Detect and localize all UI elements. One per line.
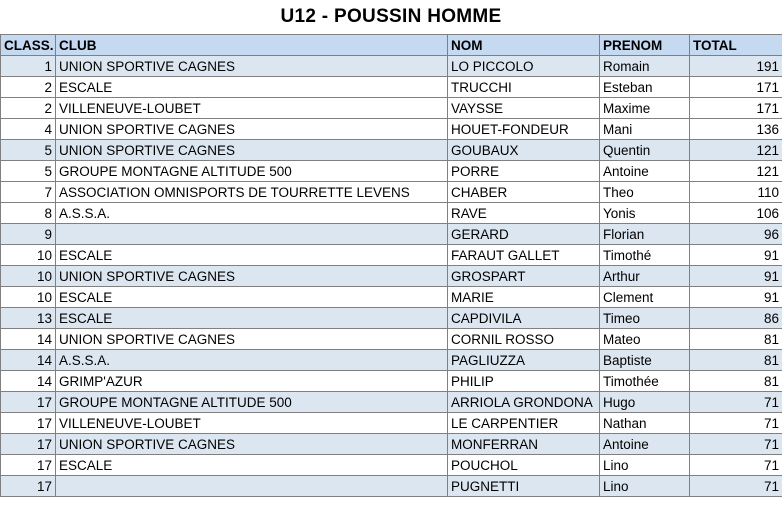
cell-club: UNION SPORTIVE CAGNES [56,56,448,77]
cell-club: A.S.S.A. [56,203,448,224]
column-header-prenom: PRENOM [600,35,690,56]
cell-prenom: Arthur [600,266,690,287]
cell-nom: CAPDIVILA [448,308,600,329]
cell-total: 71 [690,392,782,413]
cell-class: 17 [1,392,56,413]
cell-total: 191 [690,56,782,77]
table-row [1,434,782,455]
cell-prenom: Timothé [600,245,690,266]
cell-prenom: Timothée [600,371,690,392]
cell-total: 106 [690,203,782,224]
table-row [1,455,782,476]
cell-total: 71 [690,413,782,434]
cell-nom: GERARD [448,224,600,245]
column-header-total: TOTAL [690,35,782,56]
cell-nom: RAVE [448,203,600,224]
cell-club: ESCALE [56,455,448,476]
cell-class: 17 [1,476,56,497]
cell-total: 86 [690,308,782,329]
cell-nom: CORNIL ROSSO [448,329,600,350]
cell-prenom: Florian [600,224,690,245]
cell-class: 14 [1,350,56,371]
cell-prenom: Maxime [600,98,690,119]
table-row [1,245,782,266]
cell-prenom: Antoine [600,161,690,182]
table-row [1,161,782,182]
cell-class: 7 [1,182,56,203]
cell-nom: PAGLIUZZA [448,350,600,371]
column-header-club: CLUB [56,35,448,56]
cell-nom: LE CARPENTIER [448,413,600,434]
cell-prenom: Mani [600,119,690,140]
cell-club [56,224,448,245]
cell-class: 17 [1,434,56,455]
cell-total: 81 [690,350,782,371]
table-row [1,140,782,161]
cell-nom: PUGNETTI [448,476,600,497]
cell-nom: MONFERRAN [448,434,600,455]
cell-total: 91 [690,245,782,266]
cell-club: ESCALE [56,287,448,308]
table-row [1,98,782,119]
table-row [1,329,782,350]
cell-total: 91 [690,266,782,287]
table-row [1,476,782,497]
cell-prenom: Theo [600,182,690,203]
cell-prenom: Mateo [600,329,690,350]
table-row [1,266,782,287]
cell-total: 71 [690,434,782,455]
cell-nom: LO PICCOLO [448,56,600,77]
cell-club: UNION SPORTIVE CAGNES [56,140,448,161]
cell-total: 71 [690,476,782,497]
cell-class: 1 [1,56,56,77]
table-row [1,287,782,308]
table-body [1,56,782,497]
cell-club: VILLENEUVE-LOUBET [56,413,448,434]
cell-nom: GOUBAUX [448,140,600,161]
cell-nom: MARIE [448,287,600,308]
cell-class: 17 [1,455,56,476]
table-row [1,392,782,413]
cell-club: UNION SPORTIVE CAGNES [56,266,448,287]
title-row [0,0,782,34]
cell-class: 2 [1,98,56,119]
cell-club: ESCALE [56,77,448,98]
cell-total: 171 [690,98,782,119]
cell-club: UNION SPORTIVE CAGNES [56,119,448,140]
cell-total: 110 [690,182,782,203]
cell-club: VILLENEUVE-LOUBET [56,98,448,119]
cell-prenom: Antoine [600,434,690,455]
cell-total: 71 [690,455,782,476]
cell-class: 5 [1,140,56,161]
cell-nom: VAYSSE [448,98,600,119]
cell-total: 81 [690,329,782,350]
cell-class: 17 [1,413,56,434]
table-row [1,224,782,245]
table-row [1,350,782,371]
cell-nom: PORRE [448,161,600,182]
cell-prenom: Hugo [600,392,690,413]
cell-club: A.S.S.A. [56,350,448,371]
cell-club: ESCALE [56,308,448,329]
cell-prenom: Nathan [600,413,690,434]
cell-total: 121 [690,161,782,182]
table-row [1,77,782,98]
page-title: U12 - POUSSIN HOMME [280,6,502,27]
cell-class: 14 [1,329,56,350]
cell-class: 2 [1,77,56,98]
table-row [1,308,782,329]
cell-club: UNION SPORTIVE CAGNES [56,329,448,350]
cell-club: UNION SPORTIVE CAGNES [56,434,448,455]
cell-prenom: Lino [600,476,690,497]
table-row [1,119,782,140]
cell-club: ASSOCIATION OMNISPORTS DE TOURRETTE LEVENS [56,182,448,203]
cell-nom: CHABER [448,182,600,203]
table-header-row [1,35,782,56]
cell-prenom: Baptiste [600,350,690,371]
cell-prenom: Esteban [600,77,690,98]
cell-total: 121 [690,140,782,161]
cell-nom: HOUET-FONDEUR [448,119,600,140]
column-header-class: CLASS. [1,35,56,56]
results-table [0,34,782,497]
cell-total: 91 [690,287,782,308]
cell-prenom: Quentin [600,140,690,161]
table-row [1,413,782,434]
cell-club: GRIMP'AZUR [56,371,448,392]
column-header-nom: NOM [448,35,600,56]
cell-nom: ARRIOLA GRONDONA [448,392,600,413]
table-row [1,371,782,392]
cell-class: 9 [1,224,56,245]
cell-prenom: Yonis [600,203,690,224]
cell-class: 13 [1,308,56,329]
cell-total: 81 [690,371,782,392]
cell-total: 171 [690,77,782,98]
cell-nom: POUCHOL [448,455,600,476]
cell-club: GROUPE MONTAGNE ALTITUDE 500 [56,392,448,413]
cell-class: 5 [1,161,56,182]
cell-nom: GROSPART [448,266,600,287]
cell-nom: FARAUT GALLET [448,245,600,266]
cell-nom: PHILIP [448,371,600,392]
cell-class: 10 [1,245,56,266]
table-row [1,203,782,224]
table-row [1,182,782,203]
cell-class: 10 [1,287,56,308]
cell-prenom: Clement [600,287,690,308]
table-header [1,35,782,56]
cell-club: GROUPE MONTAGNE ALTITUDE 500 [56,161,448,182]
cell-nom: TRUCCHI [448,77,600,98]
cell-club [56,476,448,497]
cell-class: 10 [1,266,56,287]
cell-class: 8 [1,203,56,224]
cell-prenom: Romain [600,56,690,77]
cell-total: 96 [690,224,782,245]
cell-class: 4 [1,119,56,140]
cell-prenom: Timeo [600,308,690,329]
cell-total: 136 [690,119,782,140]
cell-class: 14 [1,371,56,392]
cell-prenom: Lino [600,455,690,476]
table-row [1,56,782,77]
cell-club: ESCALE [56,245,448,266]
